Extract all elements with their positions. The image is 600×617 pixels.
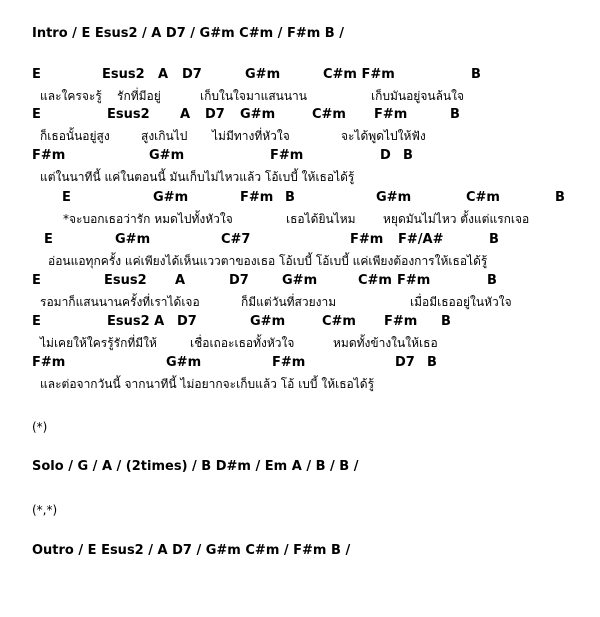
chord: A: [158, 67, 169, 82]
chord: E: [44, 232, 53, 247]
chord: A: [175, 273, 186, 288]
lyric: แต่ในนาทีนี้ แค่ในตอนนี้ มันเก็บไม่ไหวแล้ว โอ้เบบี้ ให้เธอได้รู้: [40, 170, 355, 184]
chord: D7: [395, 355, 415, 370]
lyric: ไม่เคยให้ใครรู้รักที่มีให้: [40, 336, 157, 350]
outro-line: Outro / E Esus2 / A D7 / G#m C#m / F#m B /: [32, 543, 351, 558]
chord: C#m: [312, 107, 346, 122]
repeat-marker: (*,*): [32, 503, 58, 517]
chord: B: [427, 355, 437, 370]
chord: Esus2: [104, 273, 147, 288]
chord: E: [32, 107, 41, 122]
chord: F#m: [397, 273, 431, 288]
chord: A: [180, 107, 191, 122]
chord: G#m: [245, 67, 281, 82]
chord: Esus2: [107, 107, 150, 122]
lyric: จะได้พูดไปให้ฟัง: [341, 129, 426, 143]
chord: B: [403, 148, 413, 163]
chord: B: [285, 190, 295, 205]
chord: B: [471, 67, 481, 82]
repeat-marker: (*): [32, 420, 48, 434]
lyric: อ่อนแอทุกครั้ง แค่เพียงได้เห็นแววตาของเธอ โอ้เบบี้ โอ้เบบี้ แค่เพียงต้องการให้เธอได้รู้: [48, 254, 488, 268]
chord: E: [32, 67, 41, 82]
lyric: เธอได้ยินไหม: [286, 212, 356, 226]
chord: C#7: [221, 232, 251, 247]
lyric: รักที่มีอยู่: [117, 89, 161, 103]
chord: D7: [177, 314, 197, 329]
lyric: *จะบอกเธอว่ารัก หมดไปทั้งหัวใจ: [63, 212, 233, 226]
intro-line: Intro / E Esus2 / A D7 / G#m C#m / F#m B /: [32, 26, 344, 41]
chord: F#m: [32, 148, 66, 163]
chord: F#m: [240, 190, 274, 205]
chord: G#m: [153, 190, 189, 205]
lyric: รอมาก็แสนนานครั้งที่เราได้เจอ: [40, 295, 200, 309]
chord: B: [450, 107, 460, 122]
chord: B: [555, 190, 565, 205]
lyric: และต่อจากวันนี้ จากนาทีนี้ ไม่อยากจะเก็บแล้ว โอ้ เบบี้ ให้เธอได้รู้: [40, 377, 375, 391]
chord: F#m: [270, 148, 304, 163]
chord: F#m: [272, 355, 306, 370]
lyric: หมดทั้งข้างในให้เธอ: [333, 336, 438, 350]
chord: F#m: [384, 314, 418, 329]
chord: E: [32, 314, 41, 329]
chord: G#m: [115, 232, 151, 247]
lyric: สูงเกินไป: [141, 129, 188, 143]
chord: G#m: [240, 107, 276, 122]
lyric: ก็มีแต่วันที่สวยงาม: [241, 295, 337, 309]
chord: C#m: [322, 314, 356, 329]
lyric: เก็บในใจมาแสนนาน: [200, 89, 307, 103]
chord: D: [380, 148, 391, 163]
chord: C#m: [466, 190, 500, 205]
chord: G#m: [376, 190, 412, 205]
lyric: ไม่มีทางที่หัวใจ: [212, 129, 290, 143]
chord: G#m: [166, 355, 202, 370]
chord: D7: [182, 67, 202, 82]
solo-line: Solo / G / A / (2times) / B D#m / Em A / B / B /: [32, 459, 359, 474]
lyric: หยุดมันไม่ไหว ตั้งแต่แรกเจอ: [383, 212, 530, 226]
chord: B: [489, 232, 499, 247]
chord: B: [441, 314, 451, 329]
chord: D7: [205, 107, 225, 122]
chord: Esus2: [102, 67, 145, 82]
chord: E: [62, 190, 71, 205]
lyric: เมื่อมีเธออยู่ในหัวใจ: [410, 295, 512, 309]
chord: F#m: [374, 107, 408, 122]
chord: G#m: [149, 148, 185, 163]
lyric: เชื่อเถอะเธอทั้งหัวใจ: [190, 336, 295, 350]
chord: F#m: [32, 355, 66, 370]
chord: D7: [229, 273, 249, 288]
chord: G#m: [250, 314, 286, 329]
chord: E: [32, 273, 41, 288]
lyric: และใครจะรู้: [40, 89, 102, 103]
chord: C#m: [358, 273, 392, 288]
lyric: ก็เธอนั้นอยู่สูง: [40, 129, 110, 143]
chord: B: [487, 273, 497, 288]
chord: G#m: [282, 273, 318, 288]
chord: Esus2 A: [107, 314, 165, 329]
chord: C#m F#m: [323, 67, 395, 82]
lyric: เก็บมันอยู่จนล้นใจ: [371, 89, 465, 103]
chord: F#/A#: [398, 232, 444, 247]
chord: F#m: [350, 232, 384, 247]
